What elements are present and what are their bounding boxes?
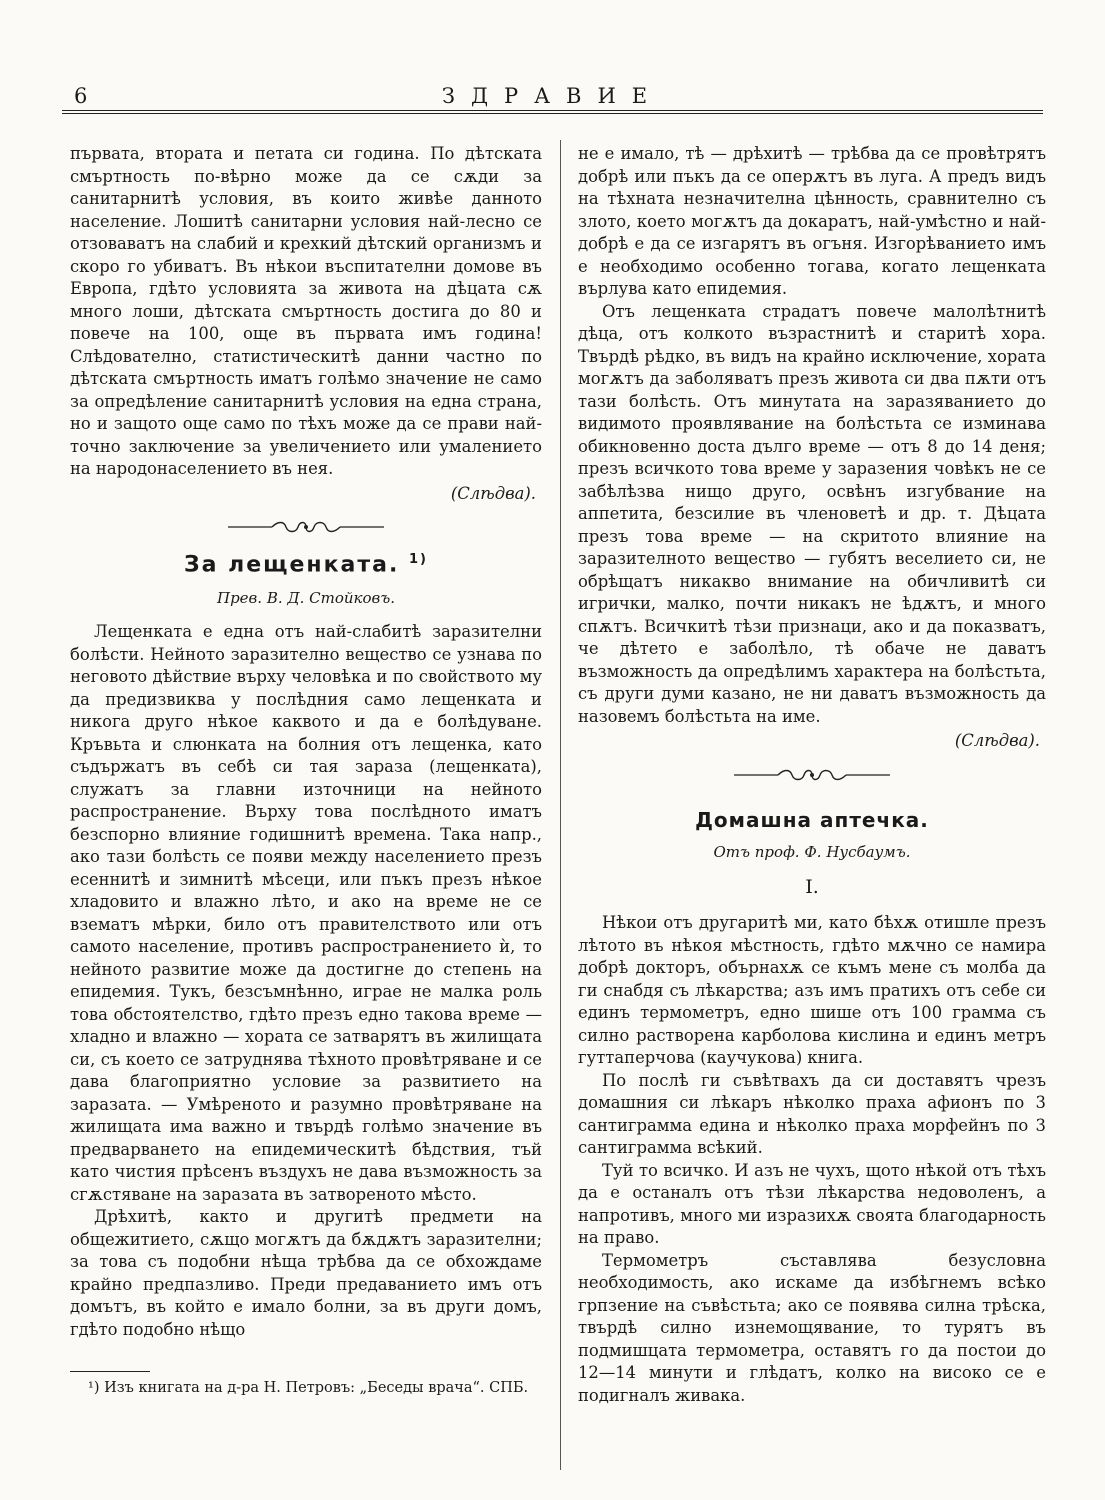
section-number: I. — [805, 875, 819, 898]
flourish-ornament — [732, 767, 892, 783]
continued-note: (Слѣдва). — [450, 483, 536, 503]
article-title-text: За лещенката. — [183, 552, 400, 578]
article-byline: Прев. В. Д. Стойковъ. — [217, 588, 395, 607]
article-paragraph: Туй то всичко. И азъ не чухъ, щото нѣкой отъ тѣхъ да е останалъ отъ тѣзи лѣкарства недоволенъ, а напротивъ, много ми изразихѫ своята благодарность на право. — [578, 1160, 1046, 1247]
column-divider — [560, 140, 561, 1470]
article-title — [70, 549, 542, 577]
article-paragraph: Отъ лещенката страдатъ повече малолѣтнитѣ дѣца, отъ колкото възрастнитѣ и старитѣ хора. Твърдѣ рѣдко, въ видъ на крайно исключение, хората могѫтъ да заболяватъ презъ живота си два пѫти отъ тази болѣсть. Отъ минутата на заразяванието до видимото проявлявание на болѣстьта се изминава обикновенно доста дълго време — отъ 8 до 14 деня; презъ всичкото това време у заразения човѣкъ не се забѣлѣзва нищо друго, освѣнъ изгубвание на аппетита, безсилие въ членоветѣ и др. т. Дѣцата презъ това време — на скритото влияние на заразителното вещество — губятъ веселието си, не обрѣщатъ никакво внимание на обичливитѣ си игрички, малко, почти никакъ не ѣдѫтъ, и много спѫтъ. Всичкитѣ тѣзи признаци, ако и да показватъ, че дѣтето е заболѣло, тѣ обаче не даватъ възможность да опредѣлимъ характера на болѣстьта, съ други думи казано, не ни даватъ възможность да назовемъ болѣстьта на име. — [578, 301, 1046, 726]
continued-note: (Слѣдва). — [954, 731, 1040, 750]
article-title: Домашна аптечка. — [695, 807, 929, 832]
footnote: ¹) Изъ книгата на д-ра Н. Петровъ: „Беседы врача“. СПБ. — [88, 1380, 529, 1397]
article-paragraph: Термометръ съставлява безусловна необходимость, ако искаме да избѣгнемъ всѣко грпзение на съвѣстьта; ако се появява силна трѣска, твърдѣ силно изнемощявание, то турятъ въ подмишцата термометра, оставятъ го да постои до 12—14 минути и глѣдатъ, колко на високо се е подигналъ живака. — [578, 1250, 1046, 1405]
article-paragraph: не е имало, тѣ — дрѣхитѣ — трѣбва да се провѣтрятъ добрѣ или пъкъ да се оперѫтъ въ луга. А предъ видъ на тѣхната незначителна цѣнность, сравнително съ злото, което могѫтъ да докаратъ, най-умѣстно и най-добрѣ е да се изгарятъ въ огъня. Изгорѣванието имъ е необходимо особенно тогава, когато лещенката върлува като епидемия. — [578, 144, 1046, 298]
header-rule-top — [62, 110, 1043, 111]
article-paragraph: Дрѣхитѣ, както и другитѣ предмети на общежитието, сѫщо могѫтъ да бѫдѫтъ заразителни; за това съ подобни нѣща трѣбва да се обхождаме крайно предпазливо. Преди предаванието имъ отъ домътъ, въ който е имало болни, за въ други домъ, гдѣто подобно нѣщо — [70, 1207, 542, 1339]
flourish-ornament — [226, 519, 386, 535]
continued-paragraph: първата, втората и петата си година. По дѣтската смъртность по-вѣрно може да се сѫди за санитарнитѣ условия, въ които живѣе данното население. Лошитѣ санитарни условия най-лесно се отзоваватъ на слабий и крехкий дѣтский организмъ и скоро го убиватъ. Въ нѣкои въспитателни домове въ Европа, гдѣто условията за живота на дѣцата сѫ много лоши, дѣтската смъртность достига до 80 и повече на 100, още въ първата имъ година! Слѣдователно, статистическитѣ данни частно по дѣтската смъртность иматъ голѣмо значение не само за опредѣление санитарнитѣ условия на една страна, но и защото още само по тѣхъ може да се прави най-точно заключение за увеличението или умалението на народонаселението въ нея. — [70, 144, 542, 478]
header-rule-bottom — [62, 113, 1043, 114]
page-number: 6 — [74, 84, 88, 108]
right-column — [578, 143, 1046, 1407]
footnote-rule — [70, 1371, 150, 1372]
article-paragraph: Лещенката е една отъ най-слабитѣ заразителни болѣсти. Нейното заразително вещество се узнава по неговото дѣйствие върху человѣка и по свойството му да предизвиква у послѣдния само лещенката и никога друго нѣкое каквото и да е болѣдуване. Кръвьта и слюнката на болния отъ лещенка, като съдържатъ въ себѣ си тая зараза (лещенката), служатъ за главни източници на нейното распространение. Върху това послѣдното иматъ безспорно влияние годишнитѣ времена. Така напр., ако тази болѣсть се появи между населението презъ есеннитѣ и зимнитѣ мѣсеци, или пъкъ презъ нѣкое хладовито и влажно лѣто, и ако на време не се взематъ мѣрки, било отъ правителството или отъ самото население, противъ распространението ѝ, то нейното развитие може да достигне до степень на епидемия. Тукъ, безсъмнѣнно, играе не малка роль това обстоятелство, гдѣто презъ едно такова време — хладно и влажно — хората се затварятъ въ жилищата си, съ което се затруднява тѣхното провѣтряване и се дава благоприятно условие за развитието на заразата. — Умѣреното и разумно провѣтряване на жилищата има важно и твърдѣ голѣмо значение въ предварването на епидемическитѣ бѣдствия, тъй като чистия прѣсенъ въздухъ не дава възможность за сгѫстяване на заразата въ затвореното мѣсто. — [70, 622, 542, 1204]
article-byline: Отъ проф. Ф. Нусбаумъ. — [713, 843, 911, 861]
journal-title: ЗДРАВИЕ — [441, 84, 664, 108]
footnote-ref: 1) — [409, 552, 428, 567]
running-head — [62, 82, 1043, 116]
left-column — [70, 143, 542, 1398]
article-paragraph: По послѣ ги съвѣтвахъ да си доставятъ чрезъ домашния си лѣкаръ нѣколко праха афионъ по 3 сантиграмма едина и нѣколко праха морфейнъ по 3 сантиграмма всѣкий. — [578, 1070, 1046, 1157]
article-paragraph: Нѣкои отъ другаритѣ ми, като бѣхѫ отишле презъ лѣтото въ нѣкоя мѣстность, гдѣто мѫчно се намира добрѣ докторъ, обърнахѫ се къмъ мене съ молба да ги снабдя съ лѣкарства; азъ имъ пратихъ отъ себе си единъ термометръ, едно шише отъ 100 грамма съ силно растворена карболова кислина и единъ метръ гуттаперчова (каучукова) книга. — [578, 913, 1046, 1067]
